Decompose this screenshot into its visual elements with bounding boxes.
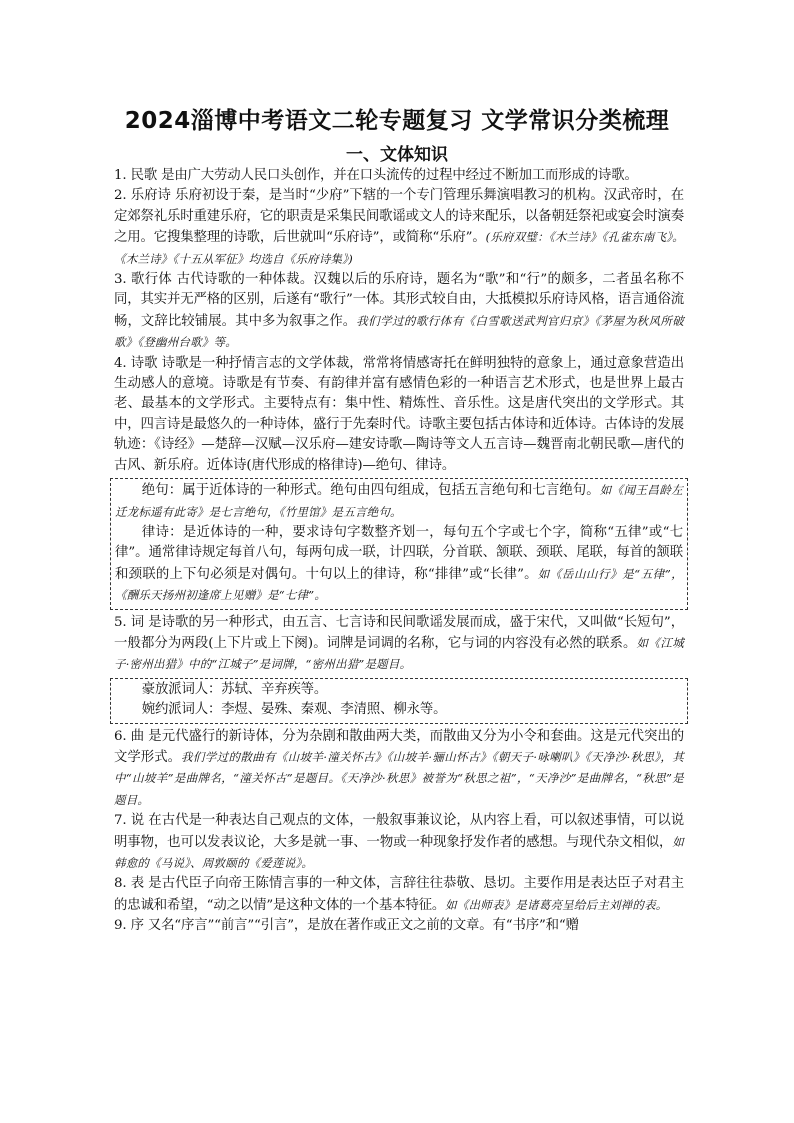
term-heading: 3. 歌行体 xyxy=(114,272,173,288)
term-heading: 5. 词 xyxy=(114,614,145,630)
term-text: 律诗：是近体诗的一种，要求诗句字数整齐划一，每句五个字或七个字，简称“五律”或“七律”。通常律诗规定每首八句，每两句成一联，计四联，分首联、颔联、颈联、尾联，每首的颔联和颈联的上下句必须是对偶句。十句以上的律诗，称“排律”或“长律”。 xyxy=(115,524,683,582)
paragraph-xu xyxy=(114,916,684,936)
term-heading: 7. 说 xyxy=(114,813,145,829)
term-text: 是由广大劳动人民口头创作，并在口头流传的过程中经过不断加工而形成的诗歌。 xyxy=(161,168,638,183)
term-text: 是诗歌的另一种形式，由五言、七言诗和民间歌谣发展而成，盛于宋代，又叫做“长短句”，一般都分为两段(上下片或上下阕)。词牌是词调的名称，它与词的内容没有必然的联系。 xyxy=(114,614,684,651)
document-title: 2024淄博中考语文二轮专题复习 文学常识分类梳理 xyxy=(124,108,670,134)
haofang-poets: 豪放派词人：苏轼、辛弃疾等。 xyxy=(141,681,328,697)
term-heading: 4. 诗歌 xyxy=(114,355,158,371)
paragraph-gexing xyxy=(114,270,684,354)
paragraph-shuo xyxy=(114,811,684,874)
term-note: 我们学过的散曲有《山坡羊·潼关怀古》《山坡羊·骊山怀古》《朝天子·咏喇叭》《天净沙·秋思》，其中“山坡羊”是曲牌名，“潼关怀古”是题目。《天净沙·秋思》被誉为“秋思之祖”，“天净沙”是曲牌名，“秋思”是题目。 xyxy=(114,749,684,807)
term-heading: 9. 序 xyxy=(114,918,144,934)
paragraph-yuefu xyxy=(114,186,684,270)
paragraph-folk-song xyxy=(114,166,684,186)
term-text: 是元代盛行的新诗体，分为杂剧和散曲两大类，而散曲又分为小令和套曲。这是元代突出的文学形式。 xyxy=(114,728,684,765)
term-note: 我们学过的歌行体有《白雪歌送武判官归京》《茅屋为秋风所破歌》《登幽州台歌》等。 xyxy=(114,313,684,350)
dashed-box-ci-schools xyxy=(110,678,688,724)
term-note: 如《闻王昌龄左迁龙标遥有此寄》是七言绝句，《竹里馆》是五言绝句。 xyxy=(115,483,683,519)
dashed-box-jueju-lvshi xyxy=(110,478,688,609)
term-heading: 2. 乐府诗 xyxy=(114,188,171,204)
term-heading: 6. 曲 xyxy=(114,728,145,744)
paragraph-poetry xyxy=(114,354,684,476)
term-text: 是古代臣子向帝王陈情言事的一种文体，言辞往往恭敬、恳切。主要作用是表达臣子对君主的忠诚和希望，“动之以情”是这种文体的一个基本特征。 xyxy=(114,876,684,913)
paragraph-jueju xyxy=(115,480,683,523)
paragraph-qu xyxy=(114,727,684,812)
term-text: 绝句：属于近体诗的一种形式。绝句由四句组成，包括五言绝句和七言绝句。 xyxy=(141,483,600,499)
document-body xyxy=(114,166,684,937)
term-heading: 1. 民歌 xyxy=(114,168,158,183)
term-text: 在古代是一种表达自己观点的文体，一般叙事兼议论，从内容上看，可以叙述事情，可以说明事物，也可以发表议论，大多是就一事、一物或一种现象抒发作者的感想。与现代杂文相似， xyxy=(114,813,684,850)
term-text: 乐府初设于秦，是当时“少府”下辖的一个专门管理乐舞演唱教习的机构。汉武帝时，在定郊祭礼乐时重建乐府，它的职责是采集民间歌谣或文人的诗来配乐，以备朝廷祭祀或宴会时演奏之用。它搜集整理的诗歌，后世就叫“乐府诗”，或简称“乐府”。 xyxy=(114,188,684,246)
term-note: (乐府双璧：《木兰诗》《孔雀东南飞》。《木兰诗》《十五从军征》均选自《乐府诗集》) xyxy=(114,230,684,266)
term-note: 如韩愈的《马说》、周敦颐的《爱莲说》。 xyxy=(114,834,684,870)
term-note: 如《岳山山行》是“五律”，《酬乐天扬州初逢席上见赠》是“七律”。 xyxy=(115,566,684,603)
paragraph-ci xyxy=(114,613,684,676)
term-note: 如《江城子·密州出猎》中的“江城子”是词牌，“密州出猎”是题目。 xyxy=(114,635,684,672)
term-note: 如《出师表》是诸葛亮呈给后主刘禅的表。 xyxy=(445,897,668,912)
wanyue-poets: 婉约派词人：李煜、晏殊、秦观、李清照、柳永等。 xyxy=(141,702,447,718)
paragraph-lvshi xyxy=(115,523,683,607)
section-heading: 一、文体知识 xyxy=(346,145,448,165)
term-text: 诗歌是一种抒情言志的文学体裁，常常将情感寄托在鲜明独特的意象上，通过意象营造出生动感人的意境。诗歌是有节奏、有韵律并富有感情色彩的一种语言艺术形式，也是世界上最古老、最基本的文学形式。主要特点有：集中性、精炼性、音乐性。这是唐代突出的文学形式。其中，四言诗是最悠久的一种诗体，盛行于先秦时代。诗歌主要包括古体诗和近体诗。古体诗的发展轨迹：《诗经》—楚辞—汉赋—汉乐府—建安诗歌—陶诗等文人五言诗—魏晋南北朝民歌—唐代的古风、新乐府。近体诗(唐代形成的格律诗)—绝句、律诗。 xyxy=(114,355,684,473)
paragraph-biao xyxy=(114,874,684,916)
term-text: 又名“序言”“前言”“引言”，是放在著作或正文之前的文章。有“书序”和“赠 xyxy=(147,918,579,934)
term-text: 古代诗歌的一种体裁。汉魏以后的乐府诗，题名为“歌”和“行”的颇多，二者虽名称不同，其实并无严格的区别，后遂有“歌行”一体。其形式较自由，大抵模拟乐府诗风格，语言通俗流畅，文辞比较铺展。其中多为叙事之作。 xyxy=(114,272,684,329)
term-heading: 8. 表 xyxy=(114,876,145,892)
